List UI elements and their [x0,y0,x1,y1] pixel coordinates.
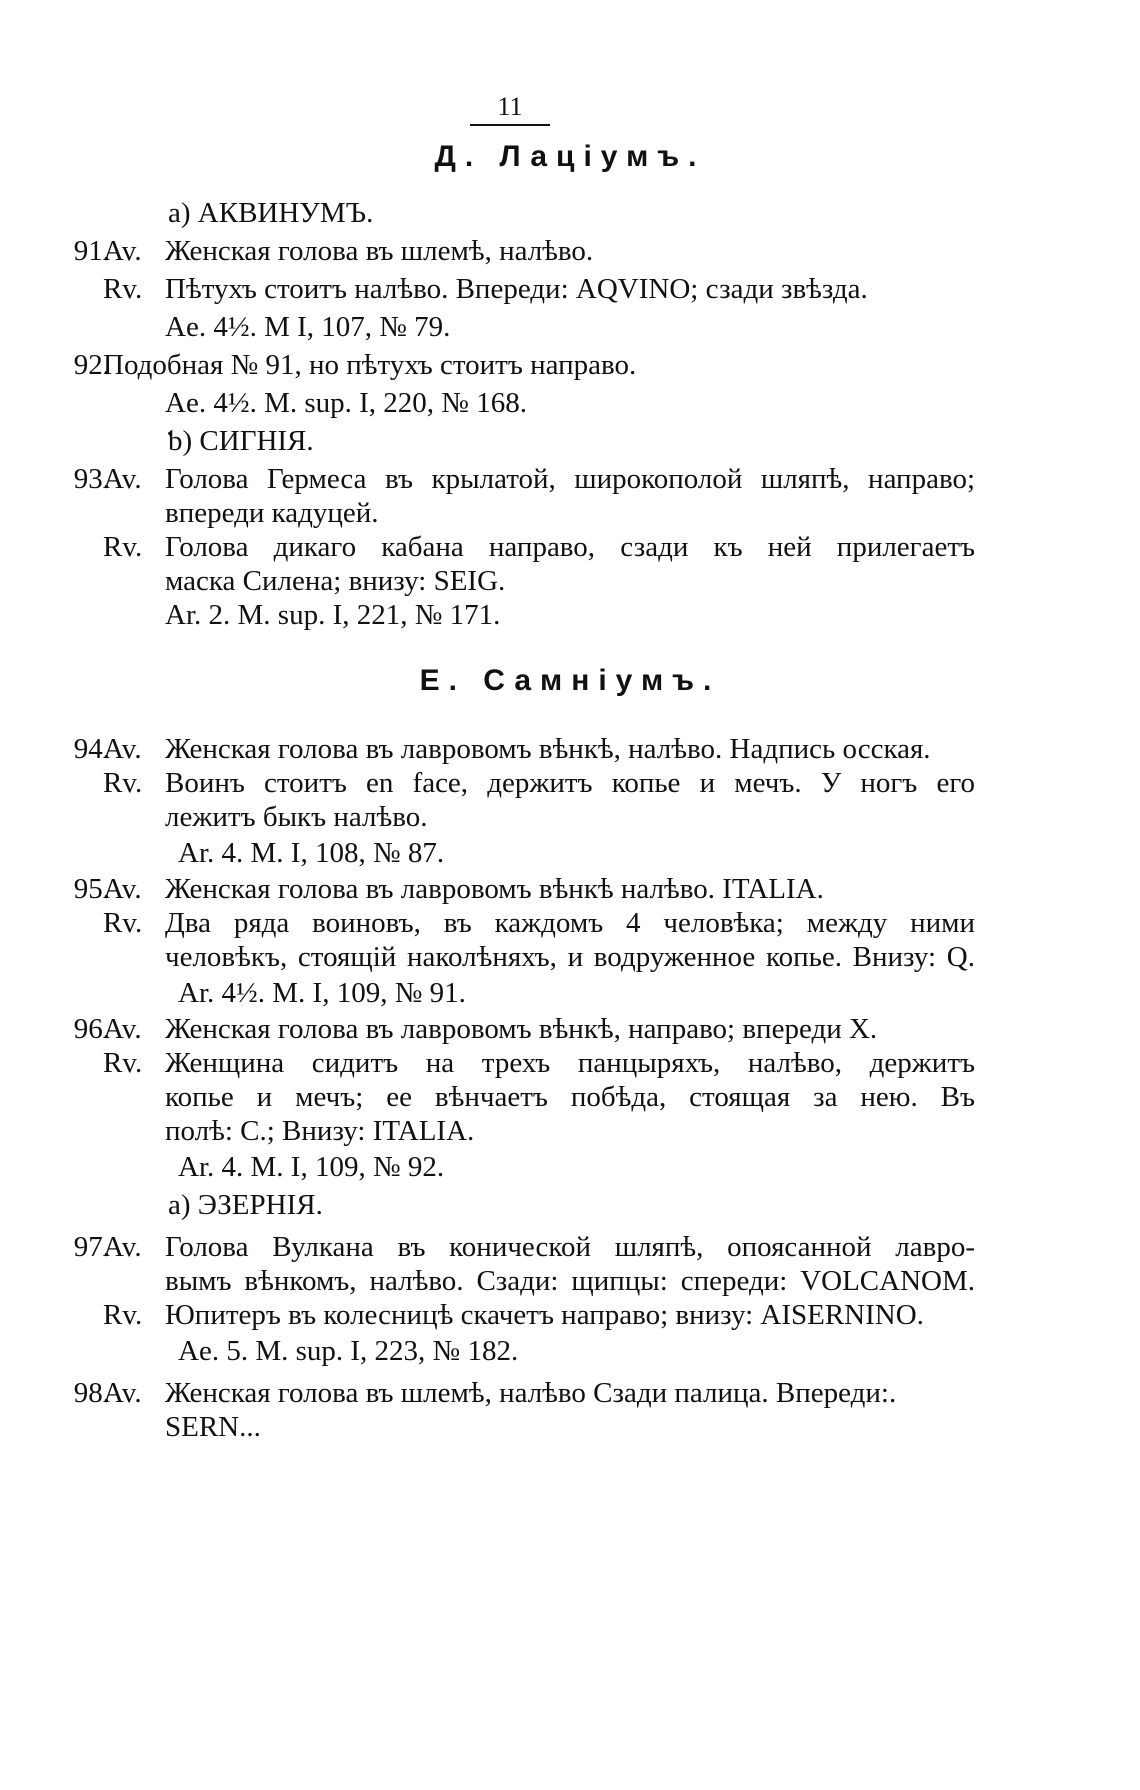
reverse-text-cont: копье и мечъ; ее вѣнчаетъ побѣда, стоящая за нею. Въ [165,1081,975,1113]
obverse-label: Av. [103,733,142,765]
entry-number: 97. [73,1231,110,1263]
reference: Ae. 4½. M. sup. I, 220, № 168. [165,387,527,419]
reference: Ae. 5. M. sup. I, 223, № 182. [178,1335,519,1367]
reverse-label: Rv. [103,767,143,799]
obverse-label: Av. [103,1013,142,1045]
subsection-aesernia: а) ЭЗЕРНІЯ. [168,1189,323,1221]
obverse-text: Женская голова въ лавровомъ вѣнкѣ, направо; впереди X. [165,1013,878,1045]
section-heading-samnium: Е. Самніумъ. [419,664,721,697]
obverse-text: Женская голова въ шлемѣ, налѣво Сзади палица. Впереди:. [165,1377,897,1409]
obverse-text-cont: вымъ вѣнкомъ, налѣво. Сзади: щипцы: спереди: VOLCANOM. [165,1265,975,1297]
reverse-text: Юпитеръ въ колесницѣ скачетъ направо; внизу: AISERNINO. [165,1299,924,1331]
obverse-label: Av. [103,463,142,495]
obverse-text: Женская голова въ шлемѣ, налѣво. [165,235,594,267]
entry-number: 96. [73,1013,110,1045]
reference: Ae. 4½. M I, 107, № 79. [165,311,451,343]
reverse-text: Женщина сидитъ на трехъ панцыряхъ, налѣво, держитъ [165,1047,975,1079]
entry-number: 91. [73,235,110,267]
obverse-text-cont: SERN... [165,1411,261,1443]
obverse-text-cont: впереди кадуцей. [165,497,379,529]
reverse-text: Два ряда воиновъ, въ каждомъ 4 человѣка; между ними [165,907,975,939]
entry-number: 95. [73,873,110,905]
reverse-text-cont: человѣкъ, стоящій наколѣняхъ, и водруженное копье. Внизу: Q. [165,941,975,973]
entry-number: 98. [73,1377,110,1409]
reverse-label: Rv. [103,907,143,939]
obverse-label: Av. [103,235,142,267]
obverse-text: Женская голова въ лавровомъ вѣнкѣ налѣво. ITALIA. [165,873,824,905]
obverse-label: Av. [103,873,142,905]
reverse-label: Rv. [103,273,143,305]
reverse-text-cont: лежитъ быкъ налѣво. [165,801,428,833]
reference: Ar. 4. M. I, 109, № 92. [178,1151,445,1183]
reverse-label: Rv. [103,531,143,563]
entry-text: Подобная № 91, но пѣтухъ стоитъ направо. [103,349,637,381]
reverse-text: Пѣтухъ стоитъ налѣво. Впереди: AQVINO; сзади звѣзда. [165,273,868,305]
reverse-text: Голова дикаго кабана направо, сзади къ ней прилегаетъ [165,531,975,563]
reverse-text-cont-2: полѣ: С.; Внизу: ITALIA. [165,1115,475,1147]
reverse-label: Rv. [103,1047,143,1079]
obverse-label: Av. [103,1377,142,1409]
entry-number: 92. [73,349,110,381]
obverse-label: Av. [103,1231,142,1263]
obverse-text: Голова Вулкана въ конической шляпѣ, опоясанной лавро- [165,1231,975,1263]
entry-number: 93. [73,463,110,495]
reference: Ar. 2. M. sup. I, 221, № 171. [165,599,501,631]
page-number: 11 [470,92,550,126]
reference: Ar. 4½. M. I, 109, № 91. [178,977,466,1009]
reverse-label: Rv. [103,1299,143,1331]
obverse-text: Голова Гермеса въ крылатой, широкополой шляпѣ, направо; [165,463,975,495]
subsection-signia: ƅ) СИГНІЯ. [168,425,314,457]
reference: Ar. 4. M. I, 108, № 87. [178,837,445,869]
section-heading-latium: Д. Лаціумъ. [434,140,706,173]
reverse-text: Воинъ стоитъ en face, держитъ копье и мечъ. У ногъ его [165,767,975,799]
obverse-text: Женская голова въ лавровомъ вѣнкѣ, налѣво. Надпись осская. [165,733,931,765]
entry-number: 94. [73,733,110,765]
reverse-text-cont: маска Силена; внизу: SEIG. [165,565,506,597]
subsection-aquinum: а) АКВИНУМЪ. [168,197,374,229]
